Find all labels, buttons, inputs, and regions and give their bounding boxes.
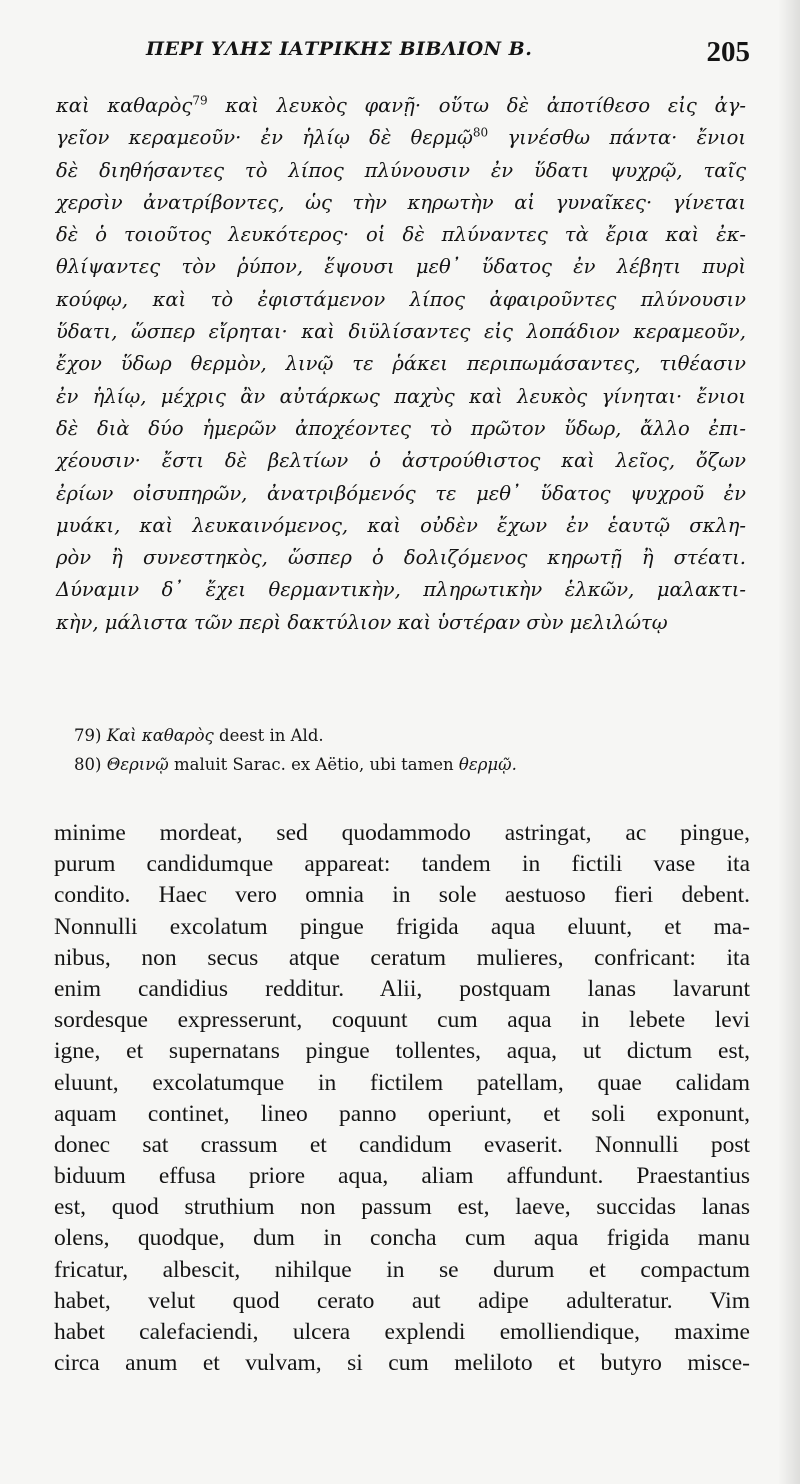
page-gutter-shadow bbox=[778, 0, 800, 1484]
latin-line: habet calefaciendi, ulcera explendi emolliendique, maxime bbox=[54, 1319, 750, 1345]
latin-line: enim candidius redditur. Alii, postquam lanas lavarunt bbox=[54, 975, 750, 1002]
latin-text-block bbox=[54, 818, 750, 1379]
footnote-text: maluit Sarac. ex Aëtio, ubi tamen bbox=[168, 755, 459, 774]
greek-line: ὕδατι, ὥσπερ εἴρηται· καὶ διϋλίσαντες εἰς λοπάδιον κεραμεοῦν, bbox=[56, 320, 746, 344]
greek-line: μυάκι, καὶ λευκαινόμενος, καὶ οὐδὲν ἔχων ἐν ἑαυτῷ σκλη- bbox=[56, 513, 746, 537]
page-number: 205 bbox=[706, 36, 750, 68]
footnote-ref-79[interactable]: 79 bbox=[192, 93, 208, 108]
footnote-greek: Καὶ καθαρὸς bbox=[106, 726, 214, 745]
footnotes bbox=[74, 721, 734, 779]
latin-line: Nonnulli excolatum pingue frigida aqua eluunt, et ma- bbox=[54, 913, 750, 940]
latin-line: minime mordeat, sed quodammodo astringat, ac pingue, bbox=[54, 820, 750, 846]
latin-line: fricatur, albescit, nihilque in se durum et compactum bbox=[54, 1256, 750, 1283]
greek-line: θλίψαντες τὸν ῥύπον, ἕψουσι μεθ᾽ ὕδατος ἐν λέβητι πυρὶ bbox=[56, 255, 746, 279]
footnote-number: 79) bbox=[74, 726, 102, 745]
greek-line: ἐν ἡλίῳ, μέχρις ἂν αὐτάρκως παχὺς καὶ λευκὸς γίνηται· ἔνιοι bbox=[56, 384, 746, 408]
greek-line: δὲ διὰ δύο ἡμερῶν ἀποχέοντες τὸ πρῶτον ὕδωρ, ἄλλο ἐπι- bbox=[56, 416, 746, 440]
footnote-ref-80[interactable]: 80 bbox=[472, 125, 489, 140]
footnote-greek: Θερινῷ bbox=[106, 755, 169, 774]
greek-line: ρὸν ἢ συνεστηκὸς, ὥσπερ ὁ δολιζόμενος κηρωτῇ ἢ στέατι. bbox=[56, 546, 746, 570]
running-title: ΠΕΡΙ ΥΛΗΣ ΙΑΤΡΙΚΗΣ ΒΙΒΛΙΟΝ Β. bbox=[146, 38, 533, 60]
latin-line: condito. Haec vero omnia in sole aestuoso fieri debent. bbox=[54, 882, 750, 909]
greek-line: καὶ καθαρὸς$^{79}$ καὶ λευκὸς φανῇ· οὕτω δὲ ἀποτίθεσο εἰς ἀγ- bbox=[56, 93, 746, 117]
latin-line: circa anum et vulvam, si cum meliloto et butyro misce- bbox=[54, 1350, 750, 1377]
latin-line: aquam continet, lineo panno operiunt, et soli exponunt, bbox=[54, 1100, 750, 1127]
latin-line: sordesque expresserunt, coquunt cum aqua in lebete levi bbox=[54, 1007, 750, 1034]
greek-line: κούφῳ, καὶ τὸ ἐφιστάμενον λίπος ἀφαιροῦντες πλύνουσιν bbox=[56, 287, 746, 311]
latin-line: donec sat crassum et candidum evaserit. Nonnulli post bbox=[54, 1131, 750, 1158]
greek-text-block bbox=[56, 90, 746, 639]
greek-line: δὲ ὁ τοιοῦτος λευκότερος· οἱ δὲ πλύναντες τὰ ἔρια καὶ ἐκ- bbox=[56, 223, 746, 247]
footnote-number: 80) bbox=[74, 755, 102, 774]
greek-line: χέουσιν· ἔστι δὲ βελτίων ὁ ἀστρούθιστος καὶ λεῖος, ὄζων bbox=[56, 449, 746, 473]
greek-line: Δύναμιν δ᾽ ἔχει θερμαντικὴν, πληρωτικὴν ἑλκῶν, μαλακτι- bbox=[56, 578, 746, 602]
footnote-79 bbox=[74, 721, 734, 750]
latin-line: est, quod struthium non passum est, laeve, succidas lanas bbox=[54, 1194, 750, 1221]
greek-line: ἔχον ὕδωρ θερμὸν, λινῷ τε ῥάκει περιπωμάσαντες, τιθέασιν bbox=[56, 352, 746, 376]
latin-line: igne, et supernatans pingue tollentes, aqua, ut dictum est, bbox=[54, 1038, 750, 1065]
greek-line: κὴν, μάλιστα τῶν περὶ δακτύλιον καὶ ὑστέραν σὺν μελιλώτῳ bbox=[56, 610, 668, 634]
latin-line: habet, velut quod cerato aut adipe adulteratur. Vim bbox=[54, 1287, 750, 1314]
greek-line: γεῖον κεραμεοῦν· ἐν ἡλίῳ δὲ θερμῷ$^{80}$ γινέσθω πάντα· ἔνιοι bbox=[56, 125, 746, 150]
greek-line: ἐρίων οἰσυπηρῶν, ἀνατριβόμενός τε μεθ᾽ ὕδατος ψυχροῦ ἐν bbox=[56, 481, 746, 505]
latin-line: biduum effusa priore aqua, aliam affundunt. Praestantius bbox=[54, 1163, 750, 1190]
latin-line: nibus, non secus atque ceratum mulieres, confricant: ita bbox=[54, 944, 750, 971]
page-header bbox=[110, 30, 750, 74]
footnote-greek: θερμῷ. bbox=[458, 755, 517, 774]
latin-line: purum candidumque appareat: tandem in fictili vase ita bbox=[54, 851, 750, 878]
footnote-text: deest in Ald. bbox=[213, 726, 324, 745]
footnote-80 bbox=[74, 750, 734, 779]
greek-line: χερσὶν ἀνατρίβοντες, ὡς τὴν κηρωτὴν αἱ γυναῖκες· γίνεται bbox=[56, 190, 746, 214]
latin-line: olens, quodque, dum in concha cum aqua frigida manu bbox=[54, 1225, 750, 1252]
latin-line: eluunt, excolatumque in fictilem patellam, quae calidam bbox=[54, 1069, 750, 1096]
greek-line: δὲ διηθήσαντες τὸ λίπος πλύνουσιν ἐν ὕδατι ψυχρῷ, ταῖς bbox=[56, 158, 746, 182]
